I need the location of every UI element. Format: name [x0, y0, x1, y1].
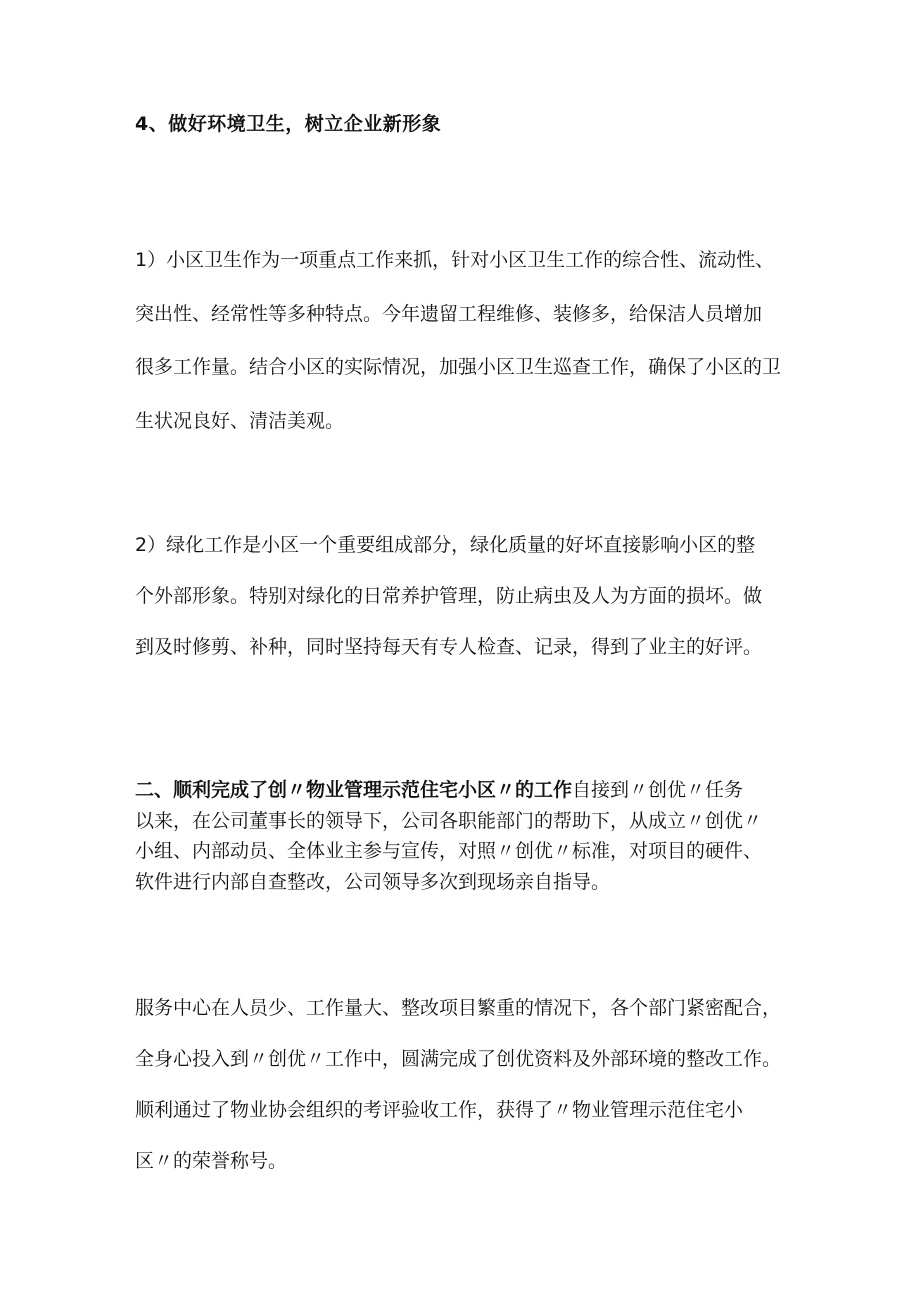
paragraph-line: 区〃的荣誉称号。 [135, 1150, 288, 1172]
paragraph-first-line [135, 775, 795, 806]
paragraph-line: 很多工作量。结合小区的实际情况，加强小区卫生巡查工作，确保了小区的卫 [135, 356, 782, 378]
paragraph-line: 服务中心在人员少、工作量大、整改项目繁重的情况下，各个部门紧密配合， [135, 997, 782, 1019]
paragraph-line: 到及时修剪、补种，同时坚持每天有专人检查、记录，得到了业主的好评。 [135, 636, 763, 658]
paragraph-award [135, 775, 795, 897]
paragraph-result [135, 993, 795, 1197]
paragraph-line: 突出性、经常性等多种特点。今年遗留工程维修、装修多，给保洁人员增加 [135, 302, 763, 325]
paragraph-line: 以来，在公司董事长的领导下，公司各职能部门的帮助下，从成立〃创优〃 [135, 809, 763, 832]
first-line-rest: 自接到〃创优〃任务 [572, 779, 744, 801]
paragraph-sanitation [135, 245, 795, 459]
paragraph-line: 个外部形象。特别对绿化的日常养护管理，防止病虫及人为方面的损坏。做 [135, 585, 763, 607]
paragraph-line: 全身心投入到〃创优〃工作中，圆满完成了创优资料及外部环境的整改工作。 [135, 1048, 782, 1070]
section-lead-bold: 二、顺利完成了创〃物业管理示范住宅小区〃的工作 [135, 779, 573, 801]
section-heading: 4、做好环境卫生，树立企业新形象 [135, 113, 442, 135]
paragraph-line: 顺利通过了物业协会组织的考评验收工作，获得了〃物业管理示范住宅小 [135, 1099, 744, 1121]
paragraph-line: 2）绿化工作是小区一个重要组成部分，绿化质量的好坏直接影响小区的整 [135, 534, 756, 556]
paragraph-line: 小组、内部动员、全体业主参与宣传，对照〃创优〃标准，对项目的硬件、 [135, 840, 763, 862]
paragraph-line: 生状况良好、清洁美观。 [135, 409, 345, 432]
paragraph-line: 软件进行内部自查整改，公司领导多次到现场亲自指导。 [135, 870, 611, 893]
paragraph-line: 1）小区卫生作为一项重点工作来抓，针对小区卫生工作的综合性、流动性、 [135, 249, 775, 271]
paragraph-greening [135, 530, 795, 683]
